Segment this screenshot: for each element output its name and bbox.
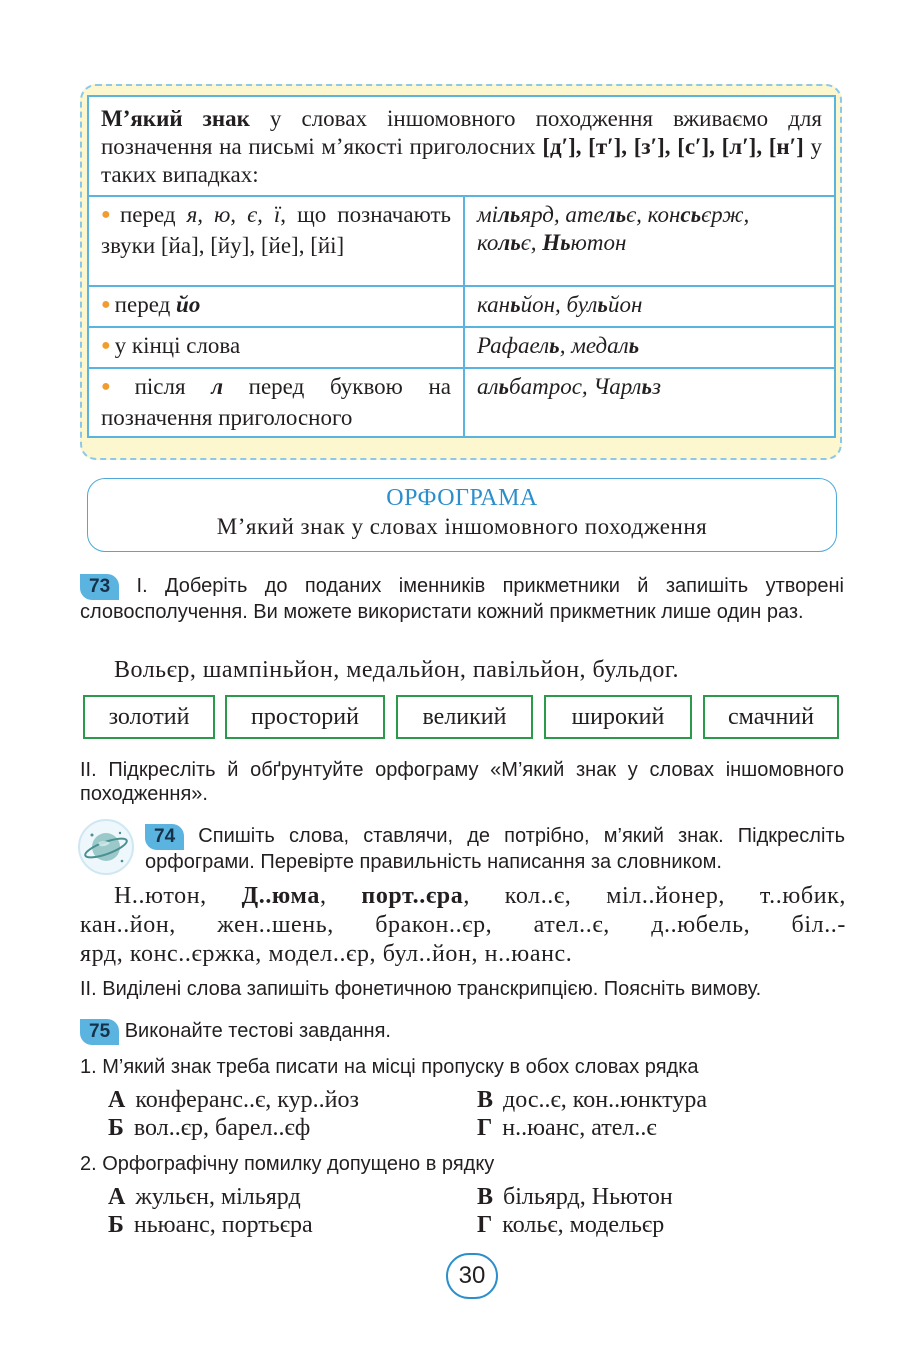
adjective-box: великий — [396, 695, 533, 739]
task-number-badge: 73 — [80, 574, 119, 600]
option-q2-g: Г кольє, модельєр — [477, 1212, 665, 1238]
question-1: 1. М’який знак треба писати на місці пропуску в обох словах рядка — [80, 1056, 699, 1078]
task-74 — [145, 824, 845, 874]
rule-left-letters: йо — [176, 292, 201, 317]
option-q2-v: В більярд, Ньютон — [477, 1184, 673, 1210]
task-74-words-line3: ярд, конс..єржка, модел..єр, бул..йон, н..юанс. — [80, 941, 573, 967]
rule-header — [88, 96, 835, 196]
adjective-box: смачний — [703, 695, 839, 739]
task-73-text: І. Доберіть до поданих іменників прикметники й запишіть утворені словосполучення. Ви можете використати кожний прикметник лише один раз. — [80, 575, 844, 623]
option-q1-a: А конферанс..є, кур..йоз — [108, 1087, 359, 1113]
task-73-part2: ІІ. Підкресліть й обґрунтуйте орфограму «М’який знак у словах іншомовного походження». — [80, 759, 844, 805]
bullet-icon: ● — [101, 337, 111, 354]
adjective-box: просторий — [225, 695, 385, 739]
rule-left-text: після — [134, 374, 212, 399]
adjective-box: золотий — [83, 695, 215, 739]
word-text: Н..ютон, — [114, 883, 242, 909]
rule-left-text: у кінці слова — [114, 333, 241, 358]
rule-row — [88, 286, 835, 327]
task-74-words-line2: кан..йон, жен..шень, бракон..єр, ател..є, д..юбель, біл..- — [80, 912, 846, 938]
rule-table — [87, 95, 836, 438]
rule-row — [88, 327, 835, 368]
adjective-boxes — [83, 695, 839, 741]
task-74-text: Спишіть слова, ставлячи, де потрібно, м’який знак. Підкресліть орфограми. Перевірте правильність написання за словником. — [145, 825, 845, 873]
word-text: , — [319, 883, 362, 909]
rule-example: альбатрос, Чарльз — [464, 368, 835, 437]
orthogram-box — [87, 478, 837, 552]
question-2: 2. Орфографічну помилку допущено в рядку — [80, 1153, 495, 1175]
decorative-planet-icon — [78, 819, 134, 875]
page-number: 30 — [446, 1253, 498, 1299]
rule-left-letters: л — [211, 374, 224, 399]
task-number-badge: 75 — [80, 1019, 119, 1045]
orthogram-subtitle: М’який знак у словах іншомовного походження — [216, 514, 708, 539]
bullet-icon: ● — [101, 206, 116, 223]
rule-left-letters: я, ю, є, ї — [186, 202, 281, 227]
option-q2-a: А жульєн, мільярд — [108, 1184, 301, 1210]
word-text: , кол..є, міл..йонер, т..юбик, — [463, 883, 846, 909]
task-75 — [80, 1019, 844, 1045]
rule-example: Рафаель, медаль — [464, 327, 835, 368]
bullet-icon: ● — [101, 378, 131, 395]
adjective-box: широкий — [544, 695, 692, 739]
option-q1-b: Б вол..єр, барел..єф — [108, 1115, 311, 1141]
rule-left-text: перед — [114, 292, 177, 317]
task-number-badge: 74 — [145, 824, 184, 850]
rule-left-text: перед буквою на позначення приголосного — [101, 374, 452, 430]
rule-head-tail: у таких випадках: — [101, 134, 823, 187]
option-q2-b: Б ньюанс, портьєра — [108, 1212, 313, 1238]
option-q1-v: В дос..є, кон..юнктура — [477, 1087, 708, 1113]
rule-head-text: у словах іншомовного походження вживаємо для позначення на письмі м’якості приголосних — [101, 106, 822, 159]
rule-example: каньйон, бульйон — [464, 286, 835, 327]
rule-row — [88, 196, 835, 286]
orthogram-title: ОРФОГРАМА — [386, 485, 538, 511]
rule-example: мільярд, ательє, консьєрж, кольє, Ньютон — [464, 196, 835, 286]
bullet-icon: ● — [101, 296, 111, 313]
task-74-part2: ІІ. Виділені слова запишіть фонетичною транскрипцією. Поясніть вимову. — [80, 978, 762, 1000]
rule-head-sounds: [д′], [т′], [з′], [с′], [л′], [н′] — [542, 134, 804, 159]
task-73 — [80, 574, 844, 624]
task-75-text: Виконайте тестові завдання. — [124, 1020, 391, 1042]
rule-head-bold: М’який знак — [101, 106, 250, 131]
task-74-words-line1 — [80, 882, 846, 910]
option-q1-g: Г н..юанс, ател..є — [477, 1115, 657, 1141]
highlighted-word: Д..юма — [241, 883, 320, 909]
highlighted-word: порт..єра — [361, 883, 464, 909]
rule-row — [88, 368, 835, 437]
task-73-nouns: Вольєр, шампіньйон, медальйон, павільйон, бульдог. — [114, 657, 680, 683]
rule-left-text: , що позначають звуки [йа], [йу], [йе], [йі] — [101, 202, 451, 258]
rule-left-text: перед — [119, 202, 187, 227]
